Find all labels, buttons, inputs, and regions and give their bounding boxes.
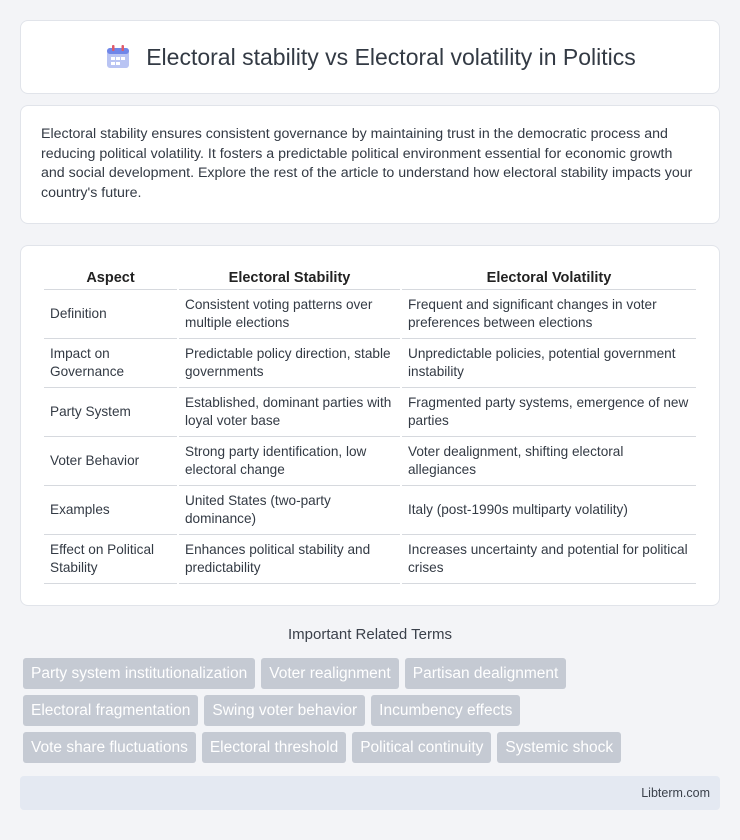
related-term-tag[interactable]: Partisan dealignment — [405, 658, 567, 689]
table-cell: Party System — [44, 388, 177, 437]
table-cell: Definition — [44, 290, 177, 339]
related-term-tag[interactable]: Swing voter behavior — [204, 695, 365, 726]
intro-card — [20, 105, 720, 224]
table-cell: Fragmented party systems, emergence of new parties — [402, 388, 696, 437]
column-header-volatility: Electoral Volatility — [402, 266, 696, 290]
table-cell: Enhances political stability and predictability — [179, 535, 400, 584]
column-header-aspect: Aspect — [44, 266, 177, 290]
table-cell: Voter dealignment, shifting electoral allegiances — [402, 437, 696, 486]
related-term-tag[interactable]: Party system institutionalization — [23, 658, 255, 689]
table-cell: Voter Behavior — [44, 437, 177, 486]
table-cell: Consistent voting patterns over multiple elections — [179, 290, 400, 339]
related-terms-heading: Important Related Terms — [288, 626, 452, 643]
table-cell: Unpredictable policies, potential government instability — [402, 339, 696, 388]
calendar-icon — [104, 43, 132, 71]
tag-row — [23, 658, 713, 689]
related-term-tag[interactable]: Voter realignment — [261, 658, 399, 689]
related-term-tag[interactable]: Vote share fluctuations — [23, 732, 196, 763]
table-cell: Strong party identification, low electoral change — [179, 437, 400, 486]
table-cell: Increases uncertainty and potential for political crises — [402, 535, 696, 584]
related-term-tag[interactable]: Electoral threshold — [202, 732, 346, 763]
related-term-tag[interactable]: Incumbency effects — [371, 695, 520, 726]
title-card — [20, 20, 720, 94]
table-row — [44, 535, 696, 584]
footer — [20, 776, 720, 810]
table-cell: Examples — [44, 486, 177, 535]
related-term-tag[interactable]: Systemic shock — [497, 732, 621, 763]
tag-row — [23, 695, 713, 726]
table-row — [44, 486, 696, 535]
table-row — [44, 388, 696, 437]
table-row — [44, 339, 696, 388]
table-cell: Impact on Governance — [44, 339, 177, 388]
table-cell: Predictable policy direction, stable governments — [179, 339, 400, 388]
table-cell: Effect on Political Stability — [44, 535, 177, 584]
table-row — [44, 290, 696, 339]
table-cell: Frequent and significant changes in voter preferences between elections — [402, 290, 696, 339]
table-header-row — [44, 266, 696, 290]
page-title: Electoral stability vs Electoral volatility in Politics — [146, 43, 636, 70]
column-header-stability: Electoral Stability — [179, 266, 400, 290]
table-cell: Established, dominant parties with loyal voter base — [179, 388, 400, 437]
table-row — [44, 437, 696, 486]
table-cell: United States (two-party dominance) — [179, 486, 400, 535]
related-term-tag[interactable]: Electoral fragmentation — [23, 695, 198, 726]
comparison-table — [42, 266, 698, 584]
footer-site-link[interactable]: Libterm.com — [641, 786, 710, 800]
related-terms-list — [23, 658, 713, 769]
tag-row — [23, 732, 713, 763]
table-cell: Italy (post-1990s multiparty volatility) — [402, 486, 696, 535]
related-term-tag[interactable]: Political continuity — [352, 732, 491, 763]
comparison-table-card — [20, 245, 720, 606]
intro-text: Electoral stability ensures consistent governance by maintaining trust in the democratic process and reducing political volatility. It fosters a predictable political environment essential for economic growth and social development. Explore the rest of the article to understand how electoral stability impacts your country's future. — [41, 126, 693, 201]
